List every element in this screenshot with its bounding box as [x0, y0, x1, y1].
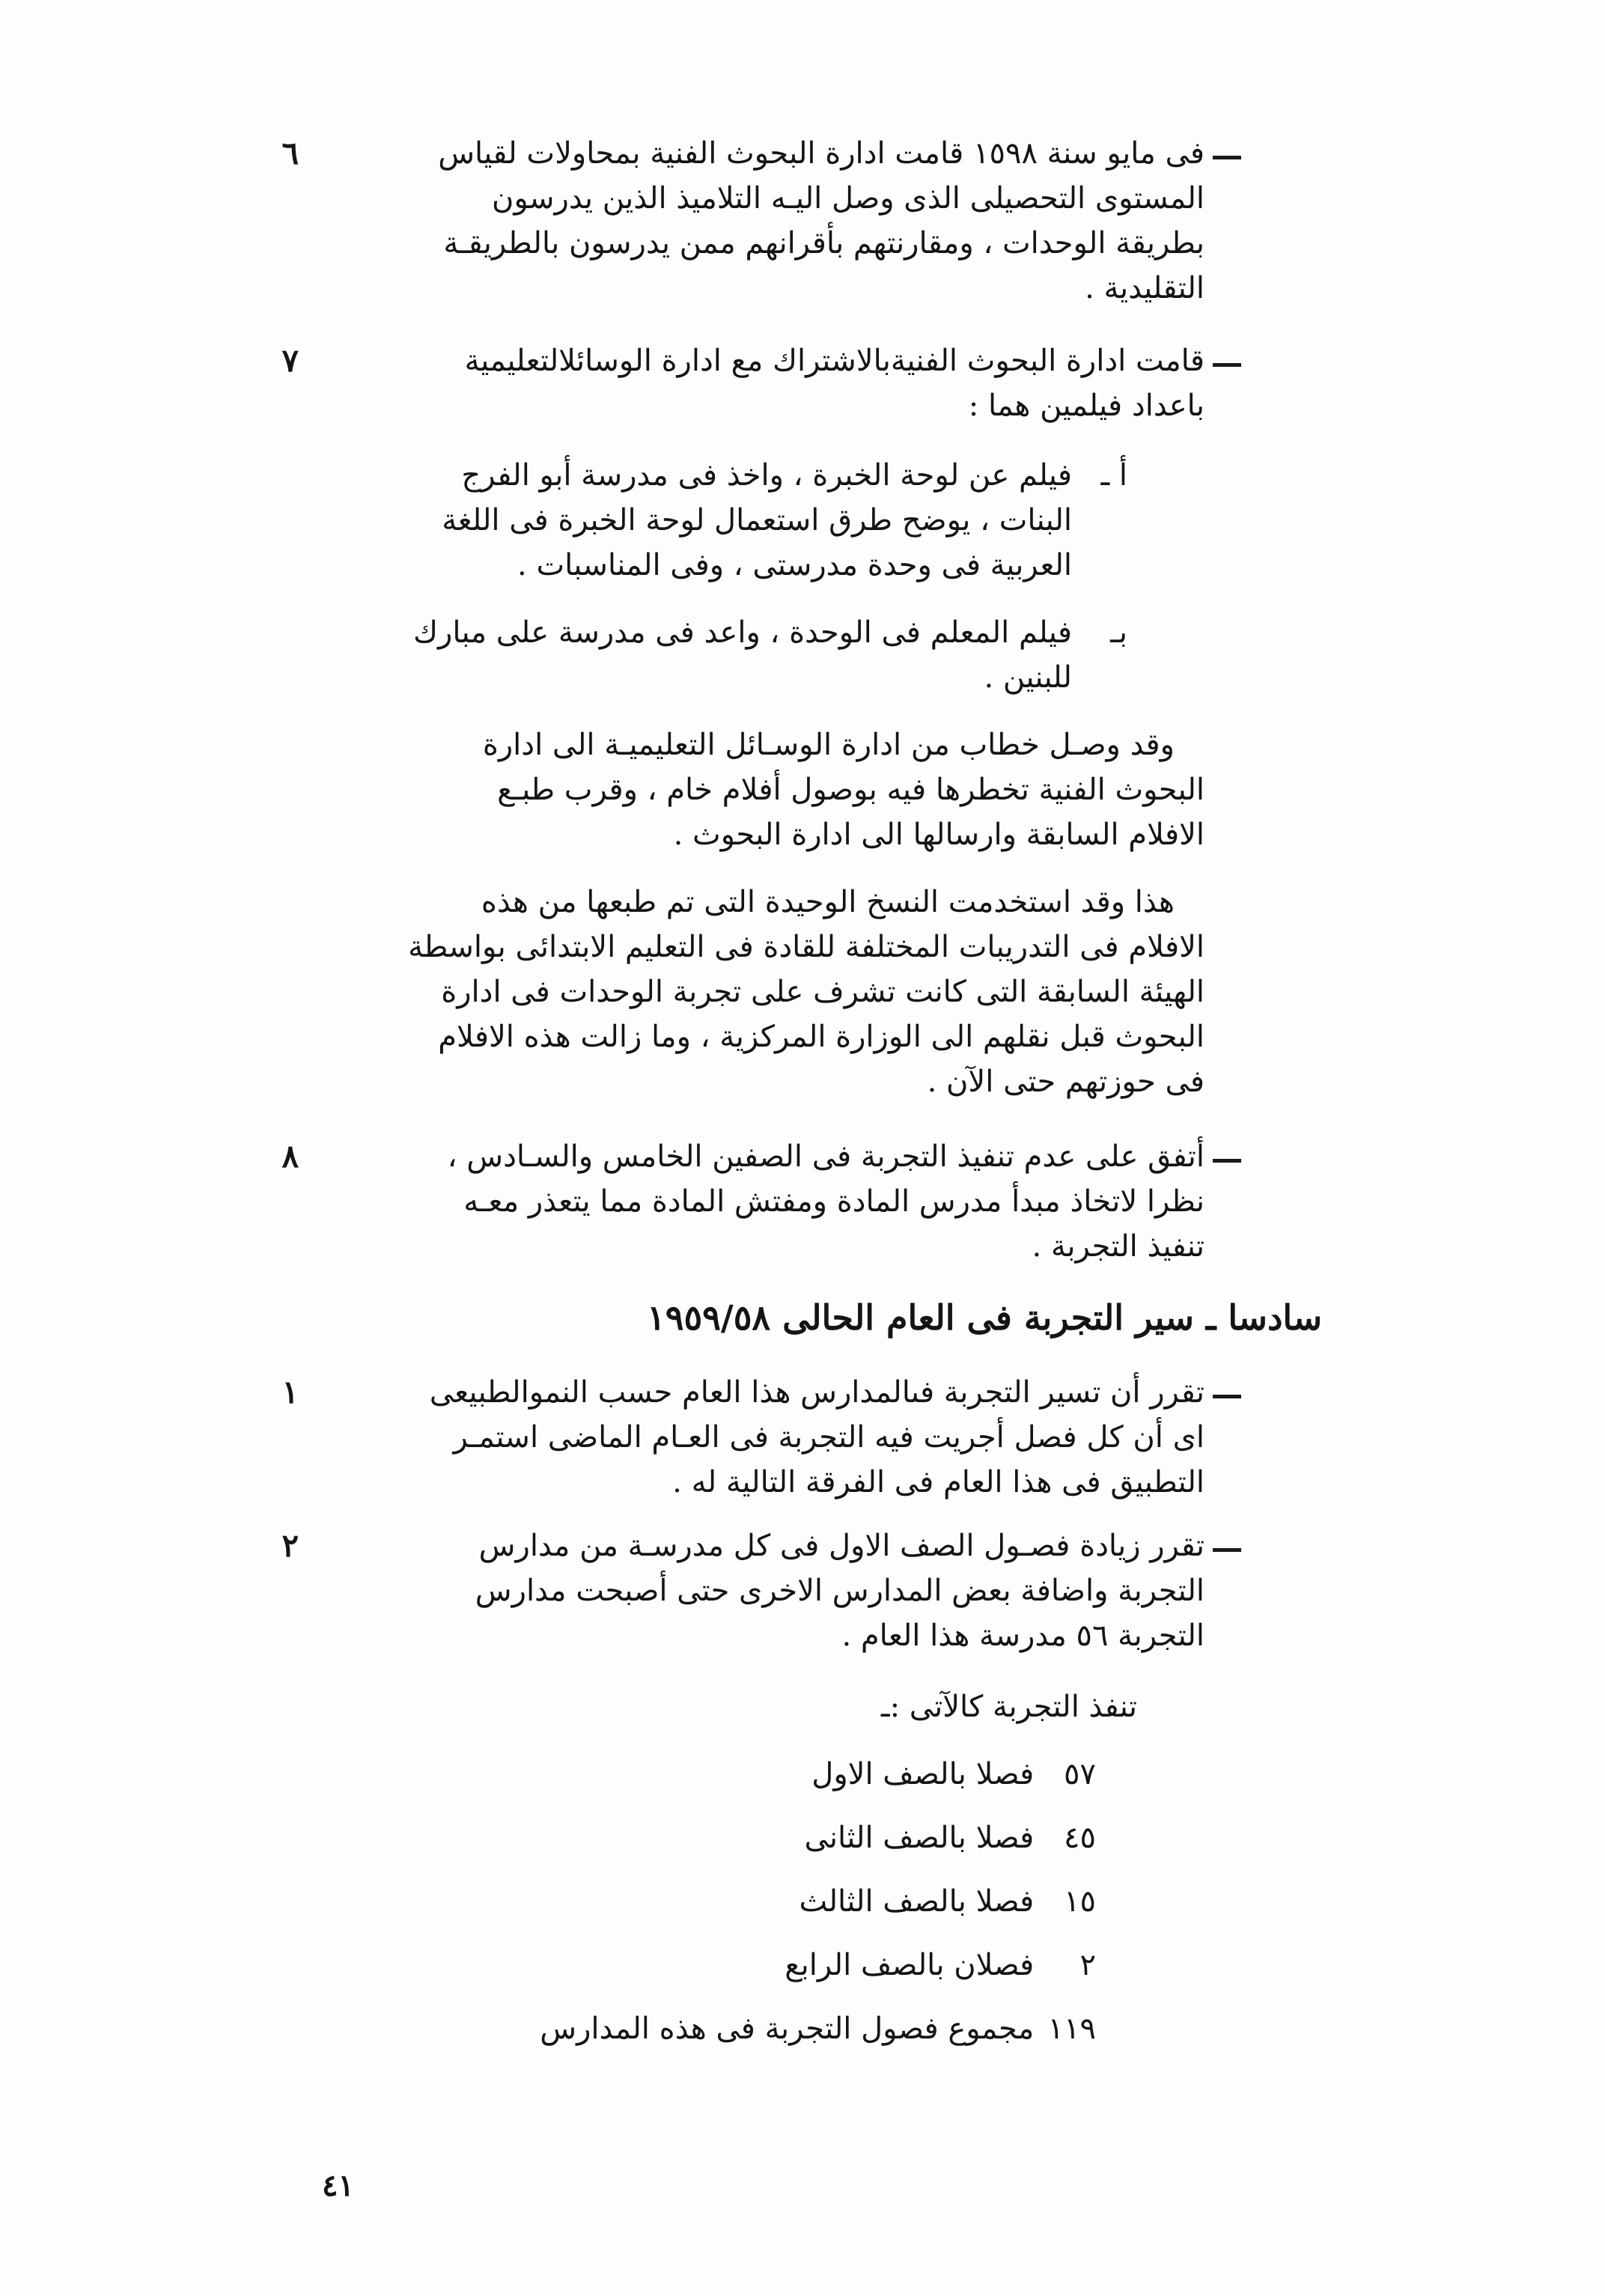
- text-line: فيلم المعلم فى الوحدة ، واعد فى مدرسة على مبارك: [413, 615, 1072, 650]
- page-number: ٤١: [322, 2168, 354, 2203]
- text-line: العربية فى وحدة مدرستى ، وفى المناسبات .: [517, 548, 1072, 582]
- distribution-row: [785, 1943, 1096, 1988]
- sub-item-marker: أ ـ: [1100, 458, 1127, 493]
- class-count: ١١٩: [1047, 2012, 1096, 2046]
- text-line: الافلام فى التدريبات المختلفة للقادة فى التعليم الابتدائى بواسطة: [408, 930, 1204, 964]
- text-line: اى أن كل فصل أجريت فيه التجربة فى العـام الماضى استمـر: [453, 1420, 1204, 1455]
- item-dash: [1213, 156, 1241, 159]
- body-paragraph: [280, 722, 1204, 857]
- class-count: ٤٥: [1064, 1821, 1096, 1855]
- class-label: فصلان بالصف الرابع: [785, 1948, 1035, 1982]
- text-line: تنفيذ التجربة .: [1032, 1229, 1204, 1264]
- text-line: للبنين .: [984, 660, 1072, 695]
- item-number: ٦: [281, 135, 299, 171]
- item-dash: [1213, 363, 1241, 367]
- item-dash: [1213, 1159, 1241, 1163]
- class-count: ٥٧: [1064, 1757, 1096, 1791]
- numbered-paragraph: [280, 1523, 1204, 1658]
- text-line: الافلام السابقة وارسالها الى ادارة البحوث .: [673, 817, 1204, 852]
- item-dash: [1213, 1395, 1241, 1398]
- text-line: التطبيق فى هذا العام فى الفرقة التالية له .: [672, 1465, 1204, 1499]
- class-label: فصلا بالصف الاول: [811, 1757, 1035, 1791]
- numbered-paragraph: [280, 1370, 1204, 1505]
- distribution-row: [811, 1752, 1096, 1797]
- text-line: فى حوزتهم حتى الآن .: [927, 1065, 1204, 1099]
- numbered-paragraph: [280, 131, 1204, 311]
- class-count: ١٥: [1064, 1884, 1096, 1919]
- numbered-paragraph: [280, 1134, 1204, 1269]
- class-count: ٢: [1079, 1948, 1096, 1982]
- text-line: أتفق على عدم تنفيذ التجربة فى الصفين الخامس والسـادس ،: [447, 1139, 1204, 1174]
- class-label: فصلا بالصف الثالث: [799, 1884, 1035, 1919]
- text-line: المستوى التحصيلى الذى وصل اليـه التلاميذ الذين يدرسون: [491, 181, 1204, 216]
- text-line: نظرا لاتخاذ مبدأ مدرس المادة ومفتش المادة مما يتعذر معـه: [463, 1184, 1204, 1219]
- text-line: بطريقة الوحدات ، ومقارنتهم بأقرانهم ممن يدرسون بالطريقـة: [443, 226, 1204, 261]
- text-line: تقرر أن تسير التجربة فىالمدارس هذا العام حسب النموالطبيعى: [429, 1375, 1204, 1410]
- body-paragraph: [280, 880, 1204, 1104]
- item-number: ١: [281, 1374, 299, 1410]
- text-line: البحوث قبل نقلهم الى الوزارة المركزية ، وما زالت هذه الافلام: [438, 1020, 1204, 1054]
- distribution-row: [805, 1815, 1096, 1860]
- text-line: فيلم عن لوحة الخبرة ، واخذ فى مدرسة أبو الفرج: [461, 458, 1072, 493]
- text-line: قامت ادارة البحوث الفنيةبالاشتراك مع ادارة الوسائلالتعليمية: [464, 344, 1204, 378]
- item-number: ٢: [281, 1527, 299, 1564]
- text-line: التجربة واضافة بعض المدارس الاخرى حتى أصبحت مدارس: [475, 1574, 1204, 1608]
- item-number: ٧: [281, 342, 299, 379]
- sub-item-marker: بـ: [1110, 615, 1127, 650]
- sub-item-paragraph: [230, 610, 1072, 700]
- item-dash: [1213, 1548, 1241, 1552]
- class-label: فصلا بالصف الثانى: [804, 1821, 1035, 1855]
- text-line: الهيئة السابقة التى كانت تشرف على تجربة الوحدات فى ادارة: [441, 975, 1204, 1009]
- text-line: البحوث الفنية تخطرها فيه بوصول أفلام خام ، وقرب طبـع: [497, 773, 1204, 807]
- text-line: التجربة ٥٦ مدرسة هذا العام .: [841, 1619, 1204, 1653]
- item-number: ٨: [281, 1138, 299, 1175]
- text-line: البنات ، يوضح طرق استعمال لوحة الخبرة فى اللغة: [442, 503, 1072, 538]
- text-line: هذا وقد استخدمت النسخ الوحيدة التى تم طبعها من هذه: [481, 885, 1175, 919]
- numbered-paragraph: [280, 338, 1204, 428]
- class-label: مجموع فصول التجربة فى هذه المدارس: [540, 2012, 1035, 2046]
- text-line: باعداد فيلمين هما :: [968, 389, 1204, 423]
- distribution-intro: تنفذ التجربة كالآتى :ـ: [880, 1690, 1137, 1724]
- text-line: وقد وصـل خطاب من ادارة الوسـائل التعليميـة الى ادارة: [482, 728, 1175, 762]
- text-line: التقليدية .: [1085, 271, 1204, 305]
- text-line: فى مايو سنة ١٥٩٨ قامت ادارة البحوث الفنية بمحاولات لقياس: [438, 136, 1204, 171]
- text-line: تقرر زيادة فصـول الصف الاول فى كل مدرسـة من مدارس: [478, 1529, 1204, 1563]
- section-heading: سادسا ـ سير التجربة فى العام الحالى ١٩٥٩/٥٨: [647, 1297, 1322, 1338]
- distribution-total-row: [540, 2006, 1096, 2051]
- distribution-row: [800, 1879, 1096, 1924]
- sub-item-paragraph: [230, 453, 1072, 588]
